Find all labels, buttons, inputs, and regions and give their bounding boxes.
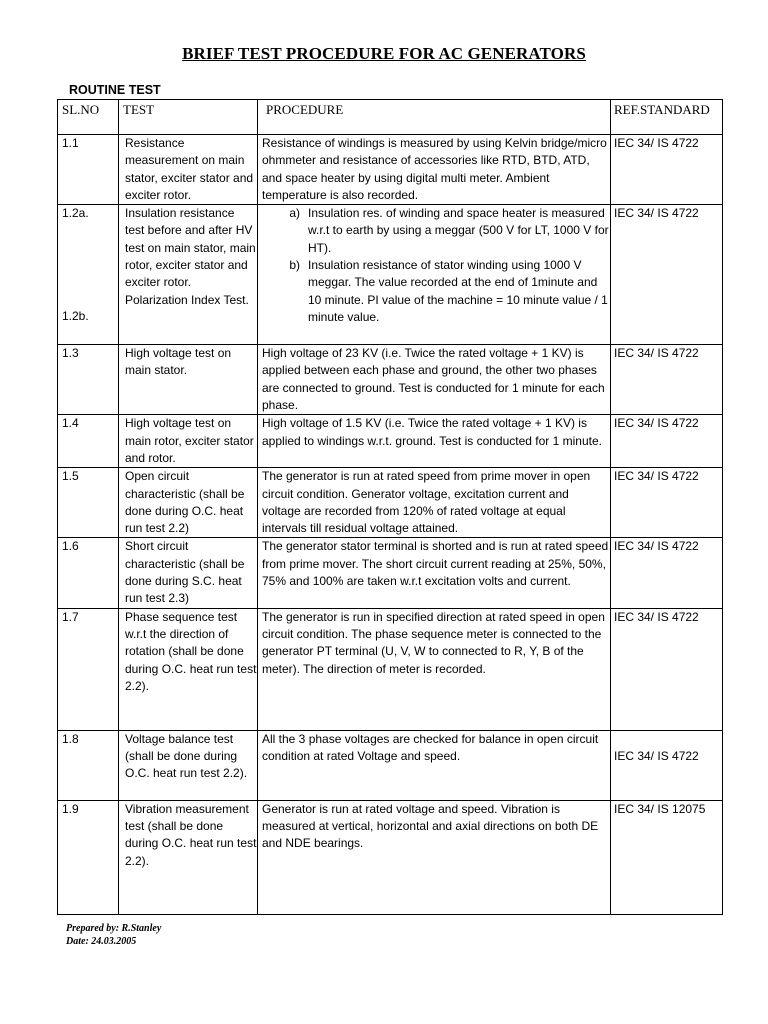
row-test: High voltage test on main rotor, exciter stator and rotor. bbox=[119, 415, 258, 468]
table-header-row bbox=[58, 100, 723, 135]
row-ref: IEC 34/ IS 4722 bbox=[611, 345, 723, 415]
row-test bbox=[119, 205, 258, 345]
page-title-text: BRIEF TEST PROCEDURE FOR AC GENERATORS bbox=[182, 44, 586, 63]
table-row bbox=[58, 468, 723, 538]
table-row bbox=[58, 135, 723, 205]
row-test-b: Polarization Index Test. bbox=[125, 292, 249, 307]
header-slno: SL.NO bbox=[58, 100, 119, 135]
row-procedure: All the 3 phase voltages are checked for balance in open circuit condition at rated Voltage and speed. bbox=[258, 730, 611, 800]
list-text: Insulation res. of winding and space heater is measured w.r.t to earth by using a meggar (500 V for LT, 1000 V for HT). bbox=[308, 206, 609, 255]
footer-date: Date: 24.03.2005 bbox=[66, 936, 137, 947]
row-procedure: High voltage of 23 KV (i.e. Twice the rated voltage + 1 KV) is applied between each phase and ground, the other two phases are connected to ground. Test is conducted for 1 minute for each phase. bbox=[258, 345, 611, 415]
list-text: Insulation resistance of stator winding using 1000 V meggar. The value recorded at the end of 1minute and 10 minute. PI value of the machine = 10 minute value / 1 minute value. bbox=[308, 258, 608, 324]
row-test: Phase sequence test w.r.t the direction of rotation (shall be done during O.C. heat run test 2.2). bbox=[119, 608, 258, 730]
list-marker: b) bbox=[289, 258, 300, 273]
row-test: Vibration measurement test (shall be done during O.C. heat run test 2.2). bbox=[119, 800, 258, 914]
row-sl: 1.3 bbox=[58, 345, 119, 415]
section-title: ROUTINE TEST bbox=[69, 83, 161, 97]
header-procedure: PROCEDURE bbox=[258, 100, 611, 135]
header-test: TEST bbox=[119, 100, 258, 135]
row-ref: IEC 34/ IS 4722 bbox=[611, 730, 723, 800]
row-ref: IEC 34/ IS 4722 bbox=[611, 468, 723, 538]
row-procedure: The generator is run at rated speed from prime mover in open circuit condition. Generator voltage, excitation current and voltage are recorded from 120% of rated voltage at equal intervals till residual voltage attained. bbox=[258, 468, 611, 538]
row-procedure: Resistance of windings is measured by using Kelvin bridge/micro ohmmeter and resistance of accessories like RTD, BTD, ATD, and space heater by using digital multi meter. Ambient temperature is also recorded. bbox=[258, 135, 611, 205]
table-row bbox=[58, 538, 723, 608]
row-procedure: High voltage of 1.5 KV (i.e. Twice the rated voltage + 1 KV) is applied to windings w.r.t. ground. Test is conducted for 1 minute. bbox=[258, 415, 611, 468]
row-sl: 1.8 bbox=[58, 730, 119, 800]
procedure-table bbox=[57, 99, 723, 915]
row-test-a: Insulation resistance test before and after HV test on main stator, main rotor, exciter stator and exciter rotor. bbox=[125, 206, 256, 290]
row-sl: 1.4 bbox=[58, 415, 119, 468]
row-ref: IEC 34/ IS 4722 bbox=[611, 205, 723, 345]
row-ref: IEC 34/ IS 4722 bbox=[611, 608, 723, 730]
row-sl-b: 1.2b. bbox=[62, 309, 89, 324]
row-sl-a: 1.2a. bbox=[62, 206, 89, 221]
footer-prepared-by: Prepared by: R.Stanley bbox=[66, 923, 162, 934]
row-ref: IEC 34/ IS 12075 bbox=[611, 800, 723, 914]
list-marker: a) bbox=[289, 206, 300, 221]
row-procedure: The generator is run in specified direction at rated speed in open circuit condition. The phase sequence meter is connected to the generator PT terminal (U, V, W to connected to R, Y, B of the meter). The direction of meter is recorded. bbox=[258, 608, 611, 730]
table-row bbox=[58, 608, 723, 730]
row-test: High voltage test on main stator. bbox=[119, 345, 258, 415]
row-procedure: Generator is run at rated voltage and speed. Vibration is measured at vertical, horizontal and axial directions on both DE and NDE bearings. bbox=[258, 800, 611, 914]
table-row bbox=[58, 345, 723, 415]
table-row bbox=[58, 800, 723, 914]
row-sl: 1.5 bbox=[58, 468, 119, 538]
row-sl: 1.9 bbox=[58, 800, 119, 914]
header-ref-standard: REF.STANDARD bbox=[611, 100, 723, 135]
row-sl bbox=[58, 205, 119, 345]
row-procedure: The generator stator terminal is shorted and is run at rated speed from prime mover. The short circuit current reading at 25%, 50%, 75% and 100% are taken w.r.t excitation volts and current. bbox=[258, 538, 611, 608]
row-test: Open circuit characteristic (shall be done during O.C. heat run test 2.2) bbox=[119, 468, 258, 538]
row-procedure bbox=[258, 205, 611, 345]
row-test: Resistance measurement on main stator, exciter stator and exciter rotor. bbox=[119, 135, 258, 205]
row-test: Voltage balance test (shall be done during O.C. heat run test 2.2). bbox=[119, 730, 258, 800]
row-sl: 1.7 bbox=[58, 608, 119, 730]
list-item bbox=[262, 257, 610, 326]
table-row bbox=[58, 730, 723, 800]
page-title bbox=[0, 44, 768, 64]
procedure-list bbox=[262, 205, 610, 326]
list-item bbox=[262, 205, 610, 257]
table-row bbox=[58, 205, 723, 345]
row-ref: IEC 34/ IS 4722 bbox=[611, 415, 723, 468]
row-ref: IEC 34/ IS 4722 bbox=[611, 538, 723, 608]
row-ref: IEC 34/ IS 4722 bbox=[611, 135, 723, 205]
table-row bbox=[58, 415, 723, 468]
row-test: Short circuit characteristic (shall be done during S.C. heat run test 2.3) bbox=[119, 538, 258, 608]
row-sl: 1.6 bbox=[58, 538, 119, 608]
row-sl: 1.1 bbox=[58, 135, 119, 205]
